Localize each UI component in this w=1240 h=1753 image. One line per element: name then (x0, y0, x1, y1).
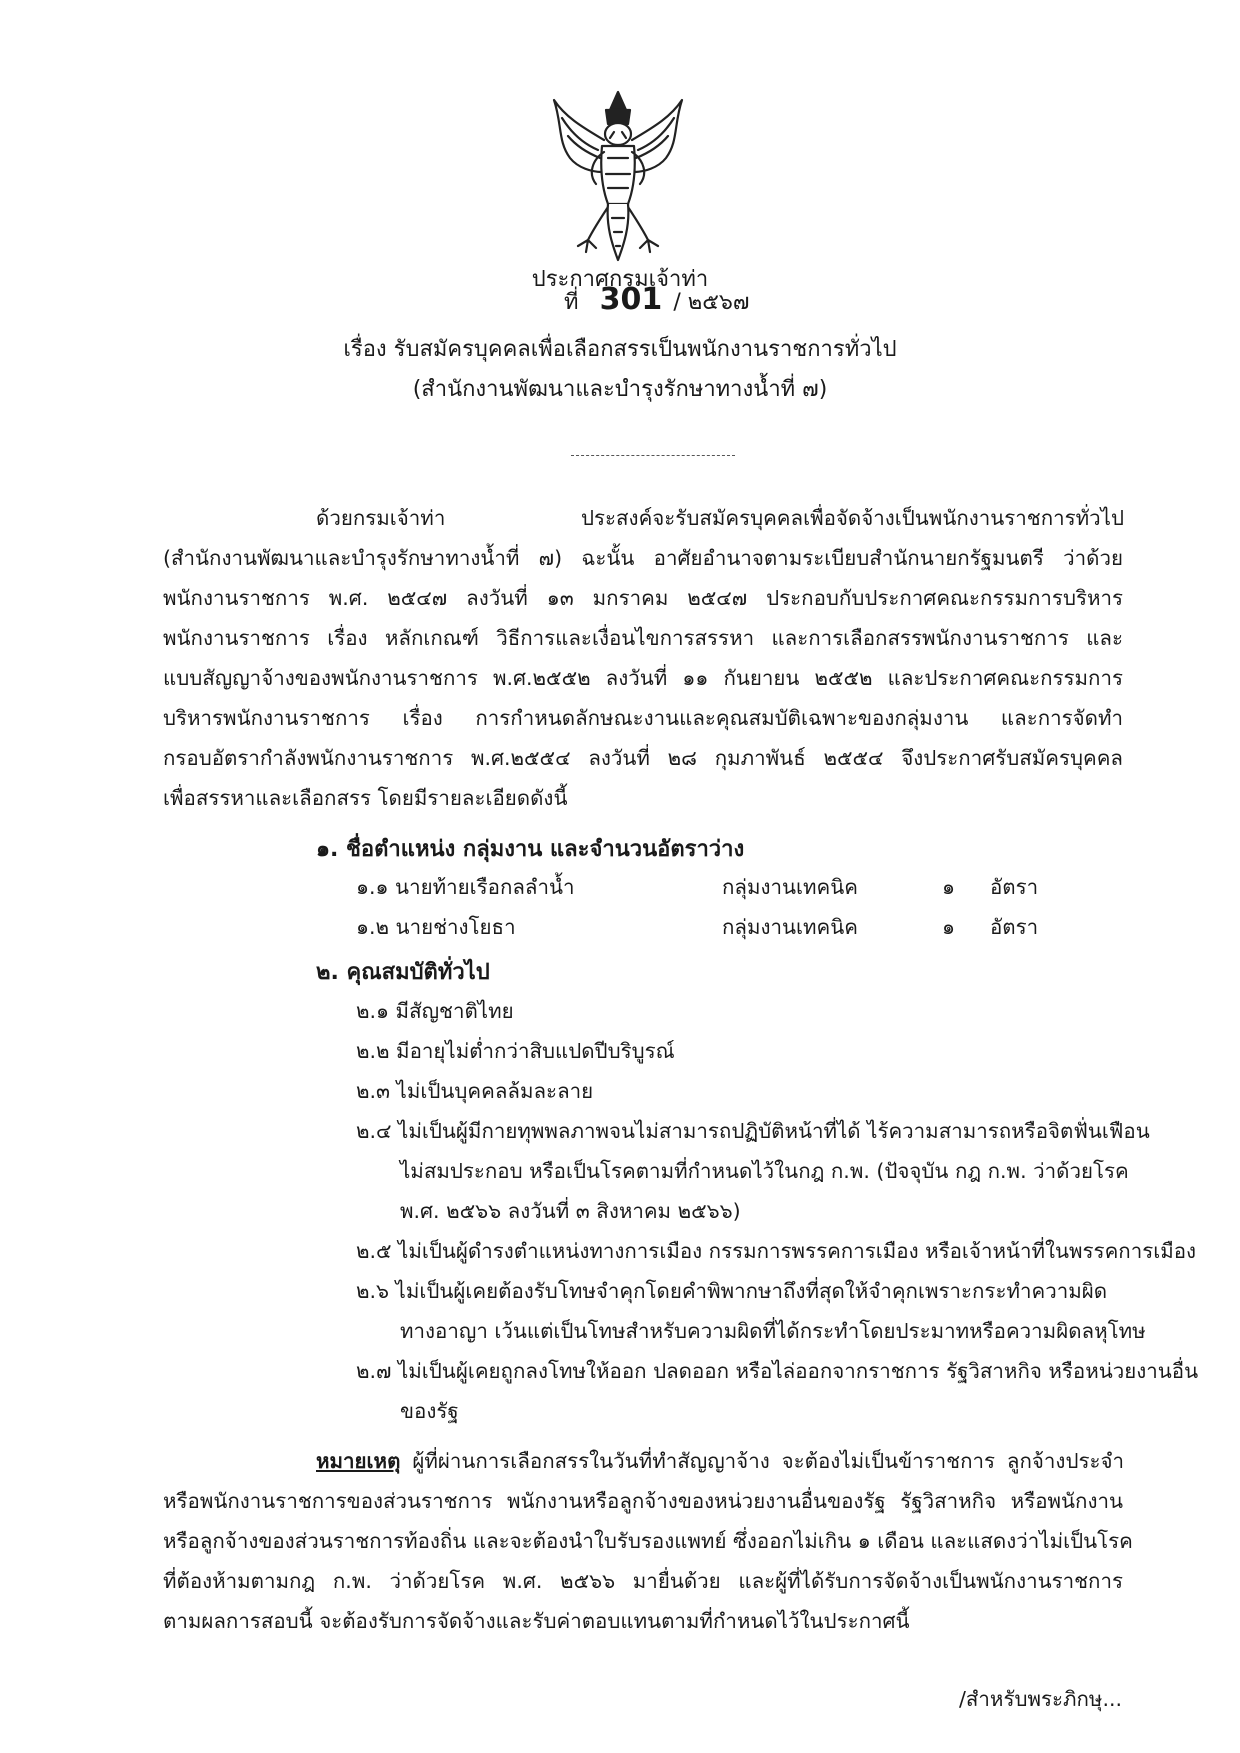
note-first-text: ผู้ที่ผ่านการเลือกสรรในวันที่ทำสัญญาจ้าง จะต้องไม่เป็นข้าราชการ ลูกจ้างประจำ (412, 1449, 1124, 1473)
number-prefix: ที่ (564, 290, 579, 315)
continuation-marker: /สำหรับพระภิกษุ... (959, 1687, 1122, 1711)
garuda-emblem-icon (548, 88, 688, 266)
note-line: ตามผลการสอบนี้ จะต้องรับการจัดจ้างและรับค่าตอบแทนตามที่กำหนดไว้ในประกาศนี้ (163, 1609, 910, 1633)
intro-line: พนักงานราชการ เรื่อง หลักเกณฑ์ วิธีการและเงื่อนไขการสรรหา และการเลือกสรรพนักงานราชการ และ (163, 626, 1123, 650)
intro-line: (สำนักงานพัฒนาและบำรุงรักษาทางน้ำที่ ๗) ฉะนั้น อาศัยอำนาจตามระเบียบสำนักนายกรัฐมนตรี ว่าด้วย (163, 546, 1123, 570)
separator-line (571, 455, 735, 456)
subject-line: เรื่อง รับสมัครบุคคลเพื่อเลือกสรรเป็นพนักงานราชการทั่วไป (343, 337, 897, 362)
section2-heading: ๒. คุณสมบัติทั่วไป (316, 960, 490, 985)
position-count: ๑ (942, 875, 956, 899)
note-first-line (316, 1445, 1124, 1478)
position-group: กลุ่มงานเทคนิค (722, 875, 858, 899)
qualification-line: ๒.๑ มีสัญชาติไทย (356, 999, 514, 1023)
document-number (564, 282, 749, 319)
note-line: ที่ต้องห้ามตามกฎ ก.พ. ว่าด้วยโรค พ.ศ. ๒๕๖๖ มายื่นด้วย และผู้ที่ได้รับการจัดจ้างเป็นพนักงานราชการ (163, 1569, 1123, 1593)
position-count: ๑ (942, 915, 956, 939)
number-suffix: / ๒๕๖๗ (673, 290, 750, 315)
position-title: ๑.๑ นายท้ายเรือกลลำน้ำ (356, 875, 575, 899)
qualification-line: ๒.๗ ไม่เป็นผู้เคยถูกลงโทษให้ออก ปลดออก หรือไล่ออกจากราชการ รัฐวิสาหกิจ หรือหน่วยงานอื่น (356, 1359, 1199, 1383)
qualification-line: ของรัฐ (400, 1399, 459, 1423)
intro-line: เพื่อสรรหาและเลือกสรร โดยมีรายละเอียดดังนี้ (163, 786, 568, 810)
intro-line: แบบสัญญาจ้างของพนักงานราชการ พ.ศ.๒๕๕๒ ลงวันที่ ๑๑ กันยายน ๒๕๕๒ และประกาศคณะกรรมการ (163, 666, 1123, 690)
announcement-title: ประกาศกรมเจ้าท่า (531, 267, 709, 292)
qualification-line: ไม่สมประกอบ หรือเป็นโรคตามที่กำหนดไว้ในกฎ ก.พ. (ปัจจุบัน กฎ ก.พ. ว่าด้วยโรค (400, 1159, 1129, 1183)
qualification-line: ๒.๓ ไม่เป็นบุคคลล้มละลาย (356, 1079, 594, 1103)
qualification-line: ทางอาญา เว้นแต่เป็นโทษสำหรับความผิดที่ได้กระทำโดยประมาทหรือความผิดลหุโทษ (400, 1319, 1146, 1343)
qualification-line: ๒.๖ ไม่เป็นผู้เคยต้องรับโทษจำคุกโดยคำพิพากษาถึงที่สุดให้จำคุกเพราะกระทำความผิด (356, 1279, 1108, 1303)
position-unit: อัตรา (990, 915, 1039, 939)
note-line: หรือลูกจ้างของส่วนราชการท้องถิ่น และจะต้องนำใบรับรองแพทย์ ซึ่งออกไม่เกิน ๑ เดือน และแสดงว่าไม่เป็นโรค (163, 1529, 1133, 1553)
position-title: ๑.๒ นายช่างโยธา (356, 915, 516, 939)
qualification-line: ๒.๕ ไม่เป็นผู้ดำรงตำแหน่งทางการเมือง กรรมการพรรคการเมือง หรือเจ้าหน้าที่ในพรรคการเมือง (356, 1239, 1197, 1263)
qualification-line: ๒.๔ ไม่เป็นผู้มีกายทุพพลภาพจนไม่สามารถปฏิบัติหน้าที่ได้ ไร้ความสามารถหรือจิตฟั่นเฟือน (356, 1119, 1150, 1143)
position-group: กลุ่มงานเทคนิค (722, 915, 858, 939)
position-unit: อัตรา (990, 875, 1039, 899)
note-label: หมายเหตุ (316, 1449, 401, 1473)
section1-heading: ๑. ชื่อตำแหน่ง กลุ่มงาน และจำนวนอัตราว่าง (316, 837, 745, 862)
intro-line: บริหารพนักงานราชการ เรื่อง การกำหนดลักษณะงานและคุณสมบัติเฉพาะของกลุ่มงาน และการจัดทำ (163, 706, 1123, 730)
intro-line: พนักงานราชการ พ.ศ. ๒๕๔๗ ลงวันที่ ๑๓ มกราคม ๒๕๔๗ ประกอบกับประกาศคณะกรรมการบริหาร (163, 586, 1123, 610)
note-line: หรือพนักงานราชการของส่วนราชการ พนักงานหรือลูกจ้างของหน่วยงานอื่นของรัฐ รัฐวิสาหกิจ หรือพนักงาน (163, 1489, 1123, 1513)
unit-line: (สำนักงานพัฒนาและบำรุงรักษาทางน้ำที่ ๗) (412, 377, 828, 402)
number-value: 301 (599, 282, 663, 317)
qualification-line: พ.ศ. ๒๕๖๖ ลงวันที่ ๓ สิงหาคม ๒๕๖๖) (400, 1199, 741, 1223)
intro-line: ด้วยกรมเจ้าท่า ประสงค์จะรับสมัครบุคคลเพื่อจัดจ้างเป็นพนักงานราชการทั่วไป (316, 506, 1124, 530)
intro-line: กรอบอัตรากำลังพนักงานราชการ พ.ศ.๒๕๕๔ ลงวันที่ ๒๘ กุมภาพันธ์ ๒๕๕๔ จึงประกาศรับสมัครบุคคล (163, 746, 1123, 770)
qualification-line: ๒.๒ มีอายุไม่ต่ำกว่าสิบแปดปีบริบูรณ์ (356, 1039, 675, 1063)
